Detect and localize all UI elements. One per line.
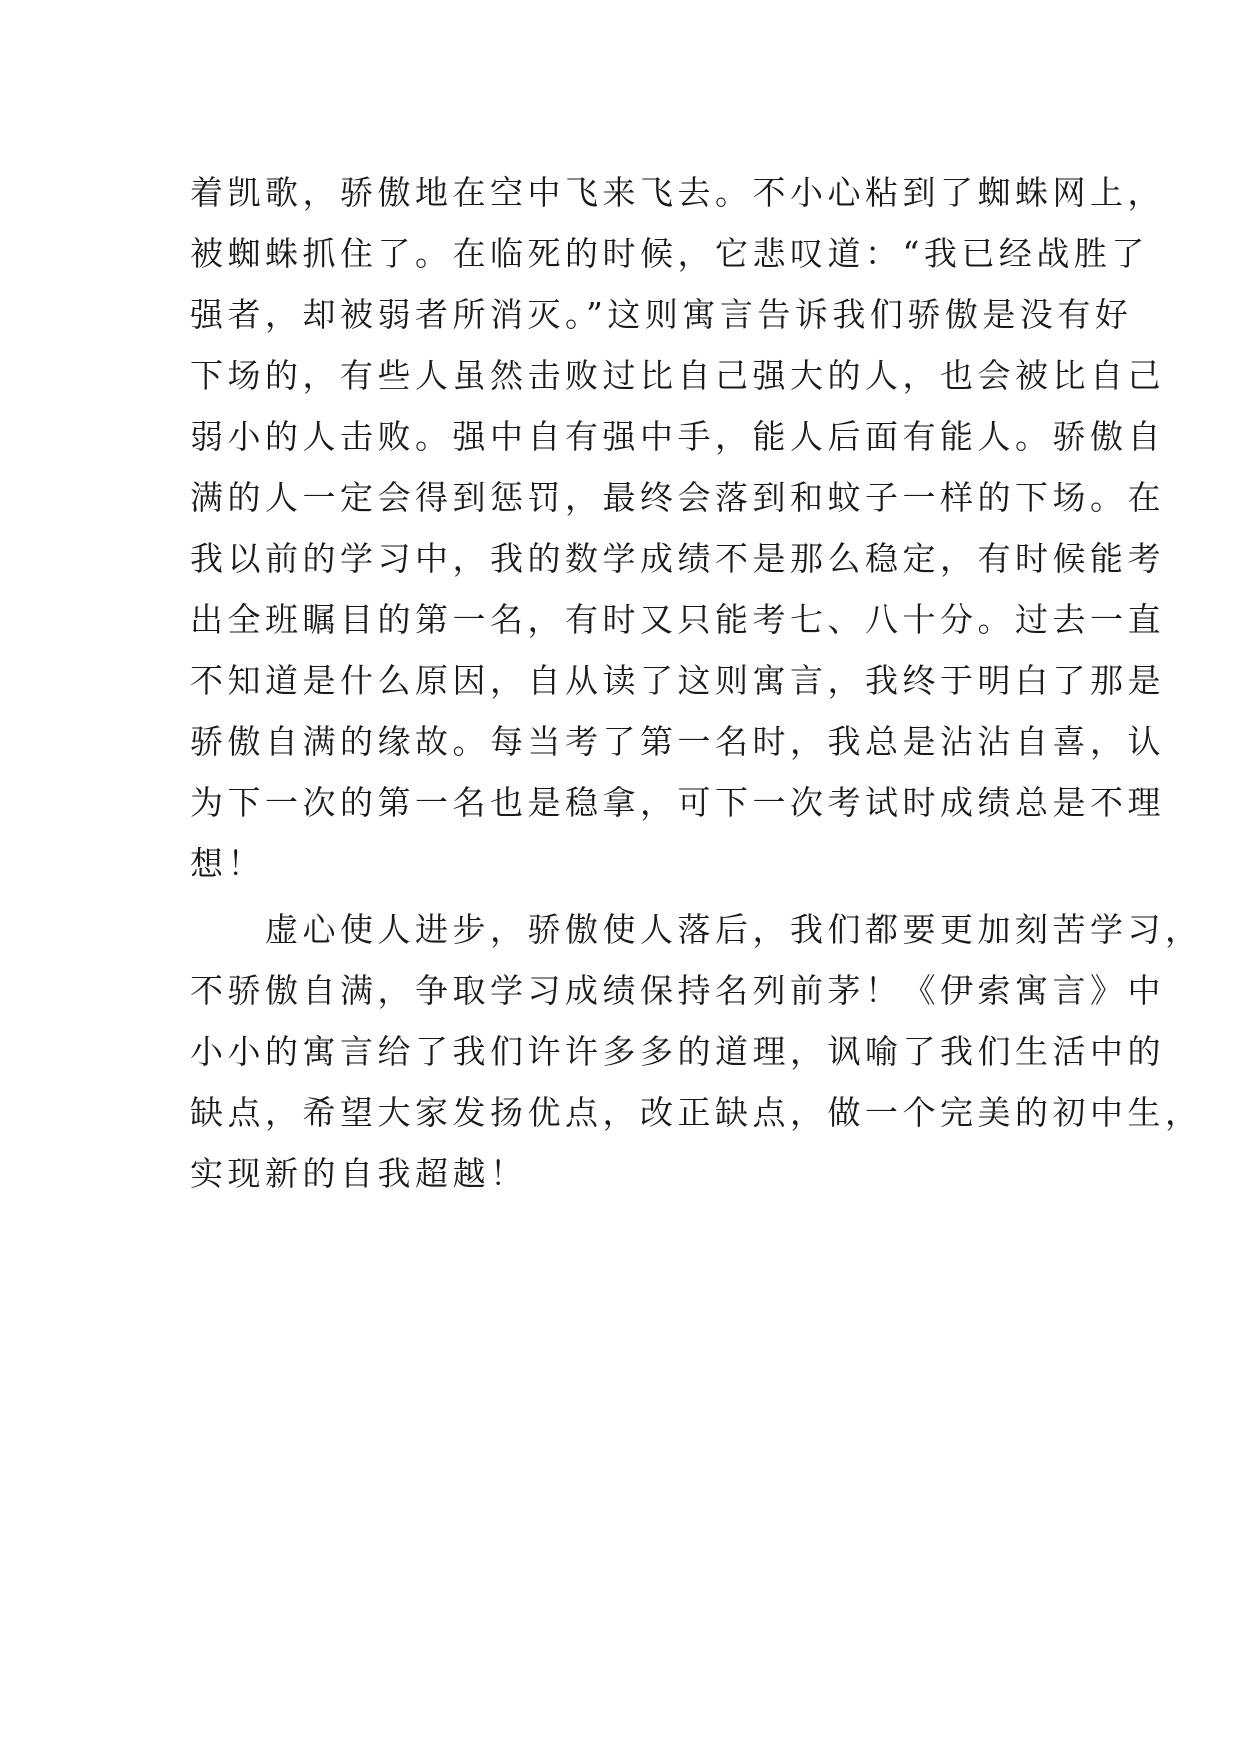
text-line: 被蜘蛛抓住了。在临死的时候，它悲叹道：“我已经战胜了: [190, 234, 1149, 273]
text-line: 小小的寓言给了我们许许多多的道理，讽喻了我们生活中的: [190, 1032, 1165, 1071]
text-line: 想！: [190, 844, 265, 883]
text-line: 为下一次的第一名也是稳拿，可下一次考试时成绩总是不理: [190, 783, 1165, 822]
text-line: 下场的，有些人虽然击败过比自己强大的人，也会被比自己: [190, 356, 1165, 395]
text-line: 不骄傲自满，争取学习成绩保持名列前茅！《伊索寓言》中: [190, 971, 1165, 1010]
text-line: 我以前的学习中，我的数学成绩不是那么稳定，有时候能考: [190, 539, 1165, 578]
text-line: 不知道是什么原因，自从读了这则寓言，我终于明白了那是: [190, 661, 1165, 700]
text-line: 实现新的自我超越！: [190, 1154, 528, 1193]
text-line: 强者，却被弱者所消灭。”这则寓言告诉我们骄傲是没有好: [190, 295, 1133, 334]
text-line: 满的人一定会得到惩罚，最终会落到和蚊子一样的下场。在: [190, 478, 1165, 517]
text-line: 着凯歌，骄傲地在空中飞来飞去。不小心粘到了蜘蛛网上，: [190, 173, 1165, 212]
text-line: 骄傲自满的缘故。每当考了第一名时，我总是沾沾自喜，认: [190, 722, 1165, 761]
text-line: 缺点，希望大家发扬优点，改正缺点，做一个完美的初中生，: [190, 1093, 1203, 1132]
document-body: [190, 162, 1203, 1204]
paragraph-start-line: 虚心使人进步，骄傲使人落后，我们都要更加刻苦学习，: [190, 910, 1203, 949]
text-line: 出全班瞩目的第一名，有时又只能考七、八十分。过去一直: [190, 600, 1165, 639]
text-line: 弱小的人击败。强中自有强中手，能人后面有能人。骄傲自: [190, 417, 1165, 456]
